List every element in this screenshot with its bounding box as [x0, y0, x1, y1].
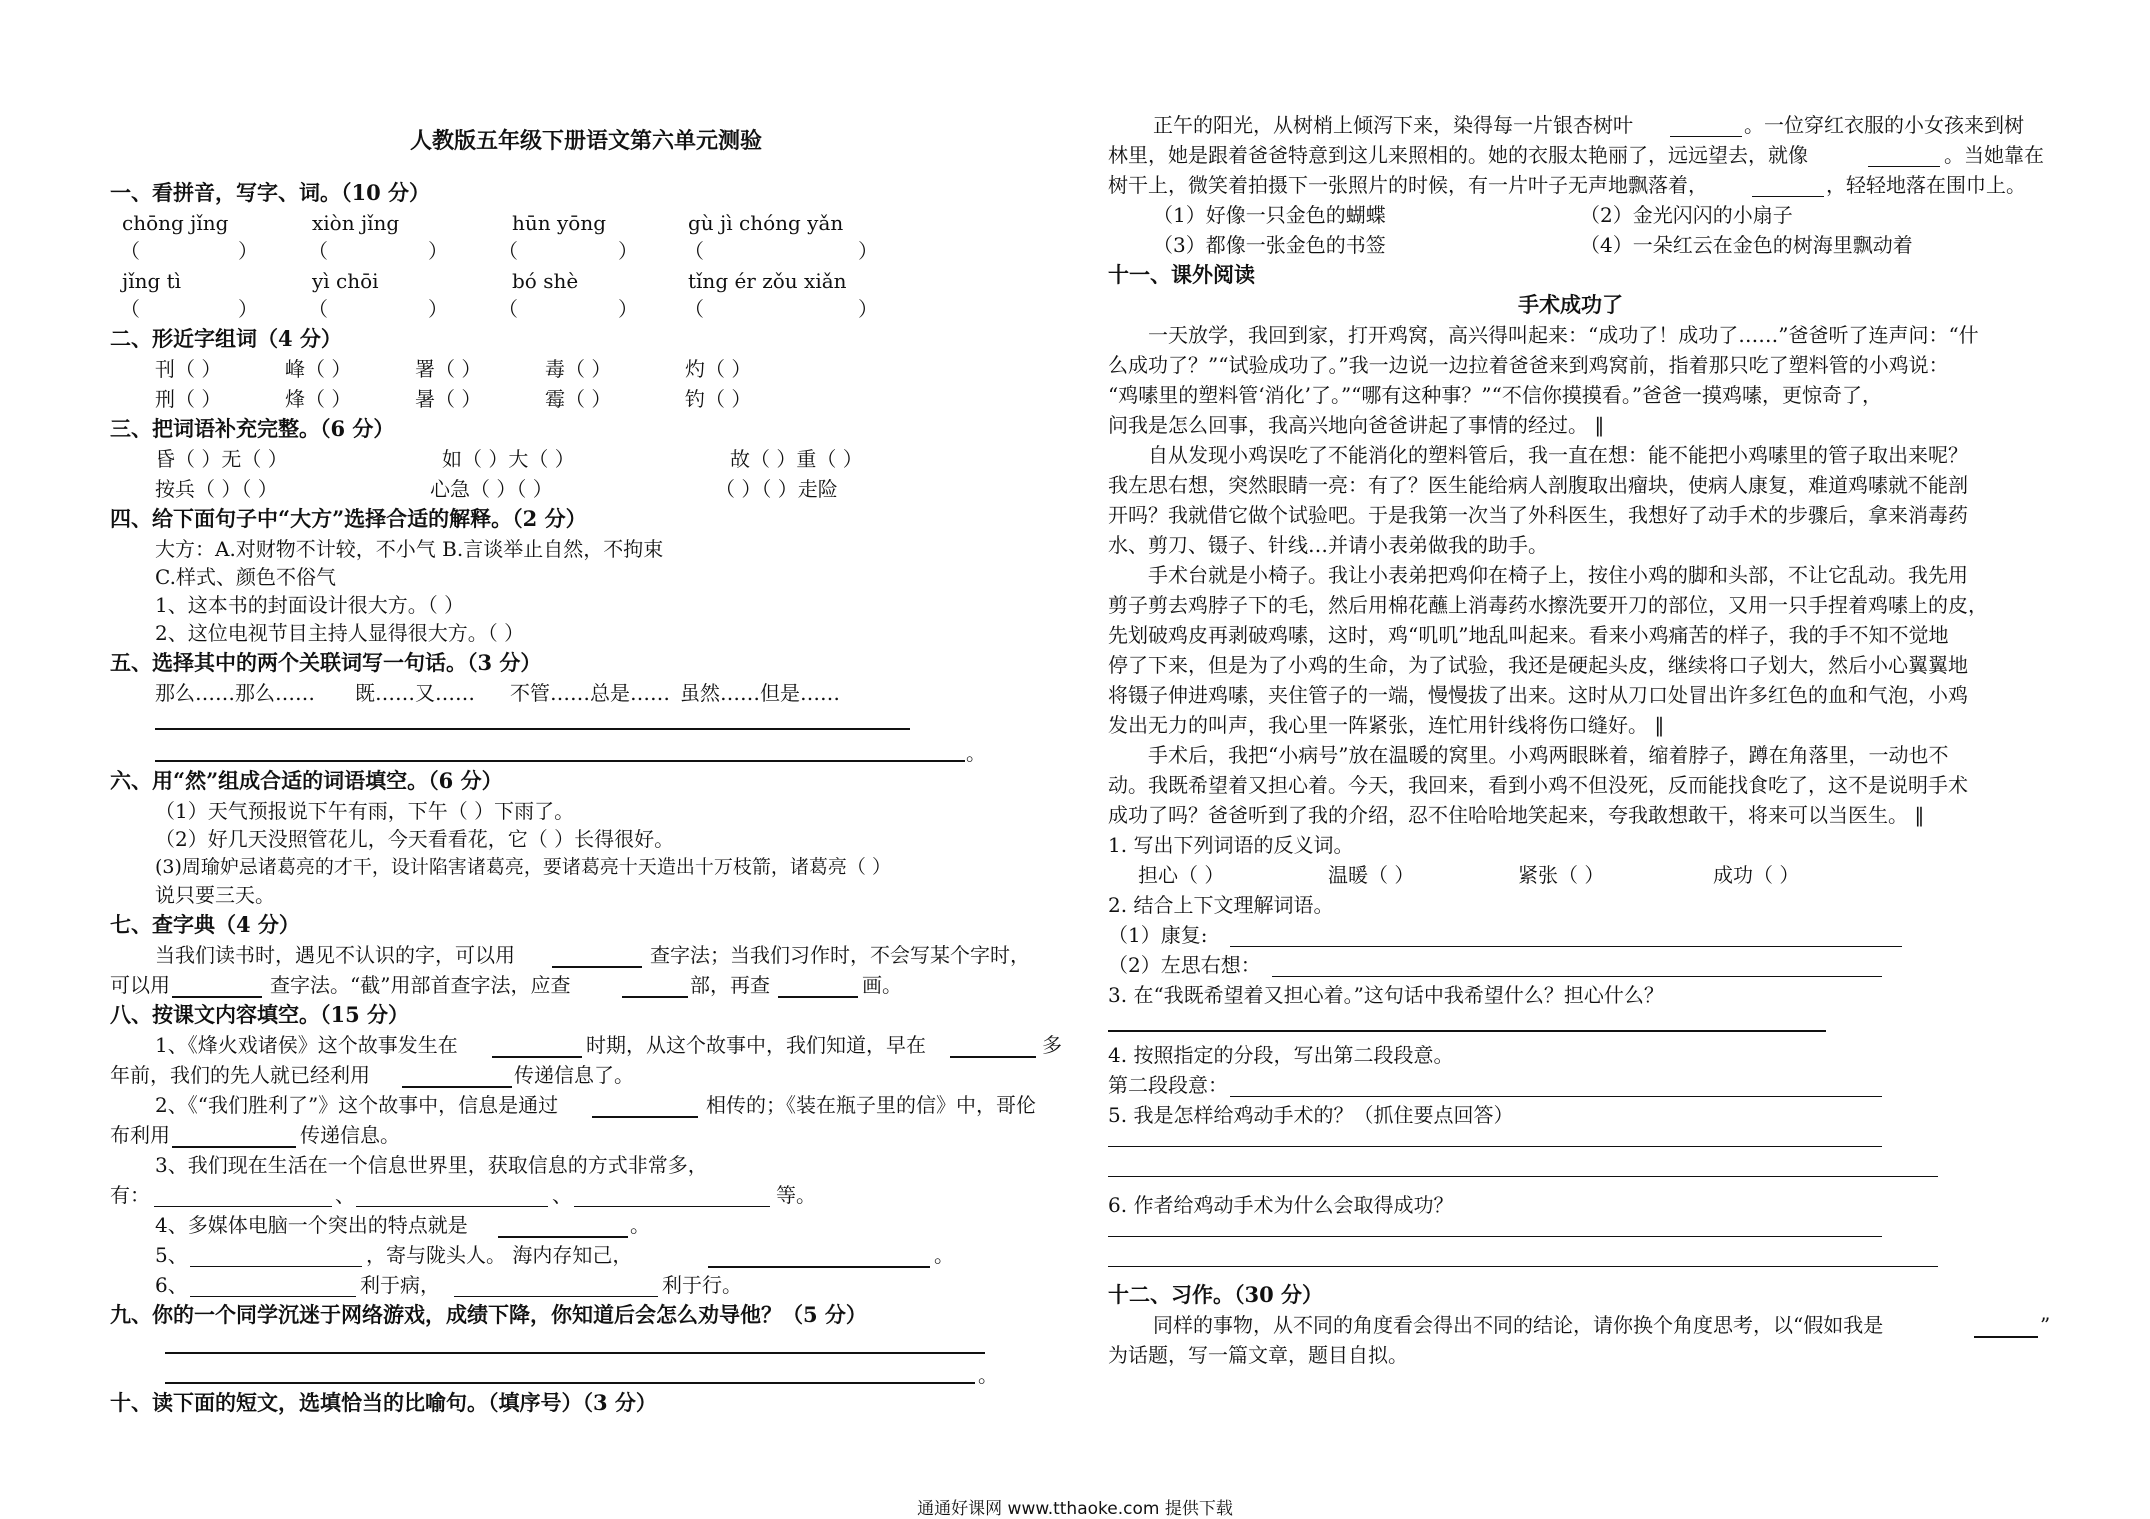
section-6-heading: 六、用“然”组成合适的词语填空。（6 分）: [110, 768, 503, 793]
story-line: 水、剪刀、镊子、针线…并请小表弟做我的助手。: [1108, 533, 1548, 557]
story-line: 问我是怎么回事，我高兴地向爸爸讲起了事情的经过。 ‖: [1108, 413, 1605, 437]
antonym-item: 担心（ ）: [1138, 863, 1225, 887]
antonym-item: 温暖（ ）: [1328, 863, 1415, 887]
story-line: “鸡嗉里的塑料管‘消化’了。”“哪有这种事？”“不信你摸摸看。”爸爸一摸鸡嗉，更惊奇了，: [1108, 383, 1883, 407]
bracket: ）: [428, 239, 448, 263]
section-12-heading: 十二、习作。（30 分）: [1108, 1282, 1324, 1307]
text: 多: [1042, 1033, 1062, 1057]
blank: [356, 1206, 548, 1207]
story-line: 手术后，我把“小病号”放在温暖的窝里。小鸡两眼眯着，缩着脖子，蹲在角落里，一动也不: [1148, 743, 1949, 767]
text: 相传的；《装在瓶子里的信》中，哥伦: [706, 1093, 1036, 1117]
text: 等。: [776, 1183, 816, 1207]
text: 林里，她是跟着爸爸特意到这儿来照相的。她的衣服太艳丽了，远远望去，就像: [1108, 143, 1808, 167]
word-item: 刑（ ）: [155, 387, 222, 411]
text: 有：: [110, 1183, 150, 1207]
answer-line: [1230, 946, 1902, 947]
bracket: ）: [238, 239, 258, 263]
text: 、: [335, 1183, 355, 1207]
story-line: 成功了吗？爸爸听到了我的介绍，忍不住哈哈地笑起来，夸我敢想敢干，将来可以当医生。 ‖: [1108, 803, 1925, 827]
story-line: 手术台就是小椅子。我让小表弟把鸡仰在椅子上，按住小鸡的脚和头部，不让它乱动。我先用: [1148, 563, 1968, 587]
pinyin: hūn yōng: [512, 211, 607, 235]
bracket: （: [498, 239, 518, 263]
section-3-heading: 三、把词语补充完整。（6 分）: [110, 416, 395, 441]
blank: [1670, 136, 1742, 137]
text: 4、多媒体电脑一个突出的特点就是: [155, 1213, 468, 1237]
idiom-item: （ ）（ ）走险: [715, 477, 838, 501]
story-line: 么成功了？”“试验成功了。”我一边说一边拉着爸爸来到鸡窝前，指着那只吃了塑料管的小鸡说：: [1108, 353, 1949, 377]
connective-option: 不管……总是……: [510, 681, 670, 705]
blank: [154, 1206, 332, 1207]
word-item: 刊（ ）: [155, 357, 222, 381]
question-line: 6. 作者给鸡动手术为什么会取得成功？: [1108, 1193, 1454, 1217]
pinyin: tǐng ér zǒu xiǎn: [688, 269, 847, 293]
pinyin: chōng jǐng: [122, 211, 229, 235]
text: 5、: [155, 1243, 188, 1267]
word-item: 霉（ ）: [545, 387, 612, 411]
idiom-item: 故（ ）重（ ）: [730, 447, 863, 471]
answer-line: [1108, 1146, 1882, 1147]
bracket: （: [498, 297, 518, 321]
blank: [190, 1266, 362, 1267]
blank: [492, 1056, 582, 1058]
choice-option: （2）金光闪闪的小扇子: [1580, 203, 1793, 227]
text: ，寄与陇头人。 海内存知己，: [366, 1243, 633, 1267]
bracket: （: [308, 239, 328, 263]
antonym-item: 紧张（ ）: [1518, 863, 1605, 887]
bracket: （: [120, 297, 140, 321]
word-item: 署（ ）: [415, 357, 482, 381]
bracket: ）: [618, 239, 638, 263]
question-line: 5. 我是怎样给鸡动手术的？（抓住要点回答）: [1108, 1103, 1514, 1127]
text: 同样的事物，从不同的角度看会得出不同的结论，请你换个角度思考，以“假如我是: [1153, 1313, 1884, 1337]
word-item: 灼（ ）: [685, 357, 752, 381]
story-line: 我左思右想，突然眼睛一亮：有了？医生能给病人剖腹取出瘤块，使病人康复，难道鸡嗉就不能剖: [1108, 473, 1968, 497]
footer-credit: 通通好课网 www.tthaoke.com 提供下载: [917, 1499, 1233, 1519]
question-line: 1、这本书的封面设计很大方。（ ）: [155, 593, 465, 617]
question-line: 2、这位电视节目主持人显得很大方。（ ）: [155, 621, 525, 645]
question-line: 说只要三天。: [155, 883, 275, 907]
word-item: 暑（ ）: [415, 387, 482, 411]
bracket: ）: [858, 297, 878, 321]
text: 查字法。“截”用部首查字法，应查: [270, 973, 571, 997]
text: 布利用: [110, 1123, 170, 1147]
story-line: 先划破鸡皮再剥破鸡嗉，这时，鸡“叽叽”地乱叫起来。看来小鸡痛苦的样子，我的手不知不觉地: [1108, 623, 1949, 647]
blank: [1974, 1336, 2038, 1338]
text: 3、我们现在生活在一个信息世界里，获取信息的方式非常多，: [155, 1153, 708, 1177]
connective-option: 虽然……但是……: [680, 681, 840, 705]
blank: [498, 1236, 628, 1238]
text: 正午的阳光，从树梢上倾泻下来，染得每一片银杏树叶: [1153, 113, 1633, 137]
text: 可以用: [110, 973, 170, 997]
bracket: ）: [858, 239, 878, 263]
pinyin: gù jì chóng yǎn: [688, 211, 844, 235]
idiom-item: 昏（ ）无（ ）: [155, 447, 288, 471]
bracket: （: [120, 239, 140, 263]
blank: [622, 996, 688, 998]
story-line: 将镊子伸进鸡嗉，夹住管子的一端，慢慢拔了出来。这时从刀口处冒出许多红色的血和气泡，小鸡: [1108, 683, 1968, 707]
blank: [778, 996, 858, 998]
text: 2、《“我们胜利了”》这个故事中，信息是通过: [155, 1093, 559, 1117]
definition-line: C.样式、颜色不俗气: [155, 565, 336, 589]
story-line: 动。我既希望着又担心着。今天，我回来，看到小鸡不但没死，反而能找食吃了，这不是说明手术: [1108, 773, 1968, 797]
word-item: 钓（ ）: [685, 387, 752, 411]
choice-option: （3）都像一张金色的书签: [1153, 233, 1386, 257]
blank: [1868, 166, 1940, 167]
blank: [552, 966, 642, 968]
idiom-item: 心急（ ）（ ）: [430, 477, 553, 501]
text: （1）康复:: [1108, 923, 1208, 947]
text: 第二段段意：: [1108, 1073, 1228, 1097]
text: 树干上，微笑着拍摄下一张照片的时候，有一片叶子无声地飘落着，: [1108, 173, 1708, 197]
question-line: (3)周瑜妒忌诸葛亮的才干，设计陷害诸葛亮，要诸葛亮十天造出十万枝箭，诸葛亮（ ）: [155, 856, 891, 878]
answer-line: [165, 1382, 975, 1384]
answer-line: [155, 760, 965, 762]
word-item: 毒（ ）: [545, 357, 612, 381]
question-line: 4. 按照指定的分段，写出第二段段意。: [1108, 1043, 1454, 1067]
blank: [402, 1086, 512, 1088]
section-2-heading: 二、形近字组词（4 分）: [110, 326, 342, 351]
bracket: ）: [428, 297, 448, 321]
text: 利于病，: [360, 1273, 440, 1297]
text: 6、: [155, 1273, 188, 1297]
story-line: 发出无力的叫声，我心里一阵紧张，连忙用针线将伤口缝好。 ‖: [1108, 713, 1665, 737]
text: ，轻轻地落在围巾上。: [1826, 173, 2026, 197]
bracket: （: [308, 297, 328, 321]
question-line: 2. 结合上下文理解词语。: [1108, 893, 1334, 917]
blank: [172, 996, 262, 998]
answer-line: [1108, 1236, 1882, 1237]
answer-line: [165, 1352, 985, 1354]
text: 传递信息了。: [514, 1063, 634, 1087]
text: 画。: [862, 973, 902, 997]
section-8-heading: 八、按课文内容填空。（15 分）: [110, 1002, 410, 1027]
blank: [592, 1116, 698, 1118]
text: 、: [552, 1183, 572, 1207]
idiom-item: 如（ ）大（ ）: [442, 447, 575, 471]
text: 部，再查: [690, 973, 770, 997]
page-title: 人教版五年级下册语文第六单元测验: [410, 128, 763, 154]
story-line: 自从发现小鸡误吃了不能消化的塑料管后，我一直在想：能不能把小鸡嗉里的管子取出来呢？: [1148, 443, 1968, 467]
question-line: （2）好几天没照管花儿，今天看看花，它（ ）长得很好。: [155, 827, 675, 851]
text: 。: [934, 1243, 954, 1267]
text: 。一位穿红衣服的小女孩来到树: [1744, 113, 2024, 137]
story-line: 开吗？我就借它做个试验吧。于是我第一次当了外科医生，我想好了动手术的步骤后，拿来消毒药: [1108, 503, 1968, 527]
choice-option: （1）好像一只金色的蝴蝶: [1153, 203, 1386, 227]
answer-line: [1230, 1096, 1882, 1097]
pinyin: bó shè: [512, 269, 579, 293]
connective-option: 那么……那么……: [155, 681, 315, 705]
answer-line: [1108, 1030, 1826, 1032]
pinyin: yì chōi: [312, 269, 379, 293]
section-9-heading: 九、你的一个同学沉迷于网络游戏，成绩下降，你知道后会怎么劝导他？（5 分）: [110, 1302, 867, 1327]
text: 时期，从这个故事中，我们知道，早在: [586, 1033, 926, 1057]
text: 。: [630, 1213, 650, 1237]
text: 传递信息。: [300, 1123, 400, 1147]
bracket: ）: [618, 297, 638, 321]
pinyin: xiòn jǐng: [312, 211, 400, 235]
idiom-item: 按兵（ ）（ ）: [155, 477, 278, 501]
text: 。当她靠在: [1944, 143, 2044, 167]
period: 。: [978, 1363, 998, 1387]
text: 为话题，写一篇文章，题目自拟。: [1108, 1343, 1408, 1367]
bracket: （: [684, 297, 704, 321]
section-10-heading: 十、读下面的短文，选填恰当的比喻句。（填序号）（3 分）: [110, 1390, 657, 1415]
answer-line: [1108, 1266, 1938, 1267]
bracket: （: [684, 239, 704, 263]
answer-line: [1108, 1176, 1938, 1177]
question-line: 1. 写出下列词语的反义词。: [1108, 833, 1354, 857]
section-5-heading: 五、选择其中的两个关联词写一句话。（3 分）: [110, 650, 542, 675]
section-4-heading: 四、给下面句子中“大方”选择合适的解释。（2 分）: [110, 506, 587, 531]
answer-line: [1272, 976, 1882, 977]
blank: [950, 1056, 1036, 1058]
text: 1、《烽火戏诸侯》这个故事发生在: [155, 1033, 458, 1057]
story-title: 手术成功了: [1518, 292, 1623, 317]
story-line: 一天放学，我回到家，打开鸡窝，高兴得叫起来：“成功了！成功了……”爸爸听了连声问：“什: [1148, 323, 1979, 347]
bracket: ）: [238, 297, 258, 321]
text: （2）左思右想：: [1108, 953, 1261, 977]
blank: [708, 1266, 930, 1268]
text: 年前，我们的先人就已经利用: [110, 1063, 370, 1087]
question-line: （1）天气预报说下午有雨，下午（ ）下雨了。: [155, 799, 575, 823]
story-line: 剪子剪去鸡脖子下的毛，然后用棉花蘸上消毒药水擦洗要开刀的部位，又用一只手捏着鸡嗉上的皮，: [1108, 593, 1988, 617]
text: ”: [2040, 1313, 2051, 1337]
blank: [172, 1146, 296, 1148]
choice-option: （4）一朵红云在金色的树海里飘动着: [1580, 233, 1913, 257]
blank: [454, 1296, 658, 1297]
section-7-heading: 七、查字典（4 分）: [110, 912, 300, 937]
text: 利于行。: [662, 1273, 742, 1297]
definition-line: 大方：A.对财物不计较，不小气 B.言谈举止自然，不拘束: [155, 537, 664, 561]
blank: [1752, 196, 1824, 197]
blank: [574, 1206, 770, 1207]
text: 当我们读书时，遇见不认识的字，可以用: [155, 943, 515, 967]
word-item: 烽（ ）: [285, 387, 352, 411]
story-line: 停了下来，但是为了小鸡的生命，为了试验，我还是硬起头皮，继续将口子划大，然后小心翼翼地: [1108, 653, 1968, 677]
word-item: 峰（ ）: [285, 357, 352, 381]
connective-option: 既……又……: [355, 681, 475, 705]
text: 查字法；当我们习作时，不会写某个字时，: [650, 943, 1030, 967]
section-11-heading: 十一、课外阅读: [1108, 262, 1255, 287]
section-1-heading: 一、看拼音，写字、词。（10 分）: [110, 180, 431, 205]
antonym-item: 成功（ ）: [1713, 863, 1800, 887]
question-line: 3. 在“我既希望着又担心着。”这句话中我希望什么？担心什么？: [1108, 983, 1664, 1007]
answer-line: [155, 728, 910, 730]
pinyin: jǐng tì: [122, 269, 182, 293]
period: 。: [966, 741, 986, 765]
blank: [190, 1296, 356, 1297]
